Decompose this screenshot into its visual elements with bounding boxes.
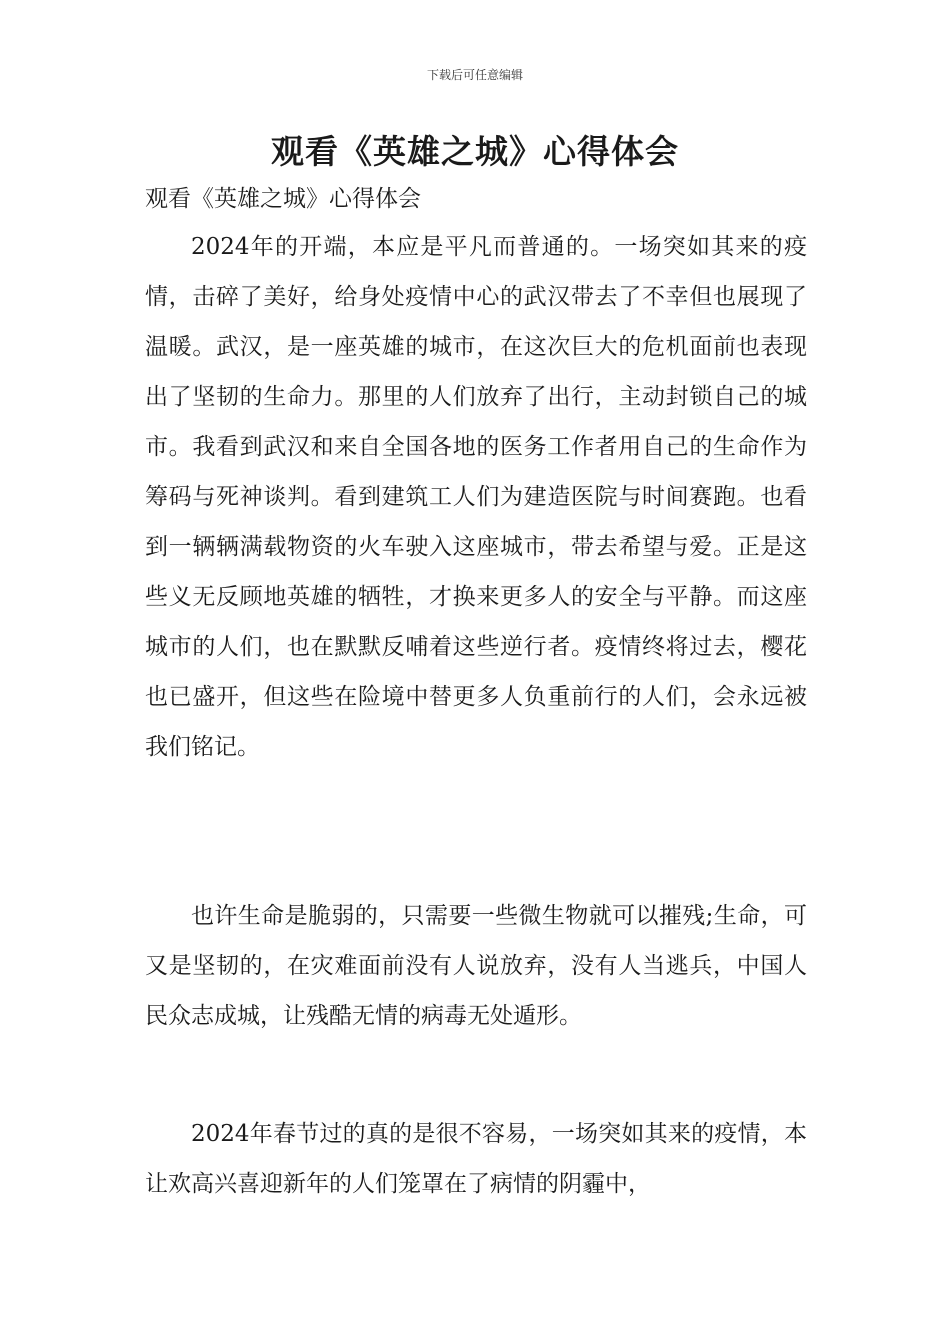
- paragraph-2: 也许生命是脆弱的，只需要一些微生物就可以摧残;生命，可又是坚韧的，在灾难面前没有人说放弃，没有人当逃兵，中国人民众志成城，让残酷无情的病毒无处遁形。: [145, 903, 807, 1029]
- document-body: [145, 180, 807, 1209]
- header-note: 下载后可任意编辑: [426, 68, 523, 82]
- document-subtitle: 观看《英雄之城》心得体会: [145, 186, 421, 212]
- document-title: 观看《英雄之城》心得体会: [271, 132, 679, 171]
- paragraph-3: 2024年春节过的真的是很不容易，一场突如其来的疫情，本让欢高兴喜迎新年的人们笼罩在了病情的阴霾中，: [145, 1121, 807, 1197]
- paragraph-1: 2024年的开端，本应是平凡而普通的。一场突如其来的疫情，击碎了美好，给身处疫情中心的武汉带去了不幸但也展现了温暖。武汉，是一座英雄的城市，在这次巨大的危机面前也表现出了坚韧的生命力。那里的人们放弃了出行，主动封锁自己的城市。我看到武汉和来自全国各地的医务工作者用自己的生命作为筹码与死神谈判。看到建筑工人们为建造医院与时间赛跑。也看到一辆辆满载物资的火车驶入这座城市，带去希望与爱。正是这些义无反顾地英雄的牺牲，才换来更多人的安全与平静。而这座城市的人们，也在默默反哺着这些逆行者。疫情终将过去，樱花也已盛开，但这些在险境中替更多人负重前行的人们，会永远被我们铭记。: [145, 234, 807, 760]
